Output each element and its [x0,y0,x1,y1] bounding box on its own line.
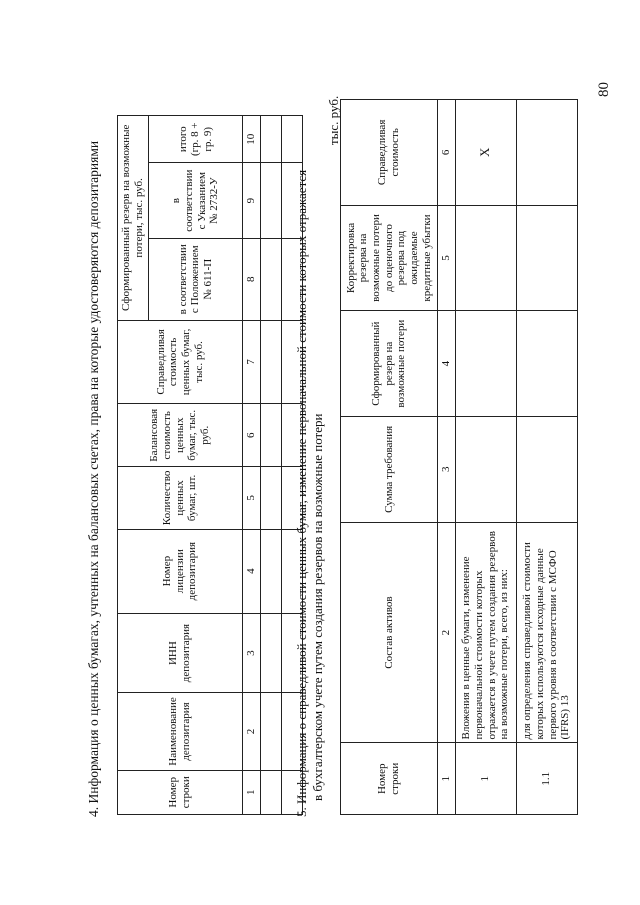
col-num: 9 [243,163,261,238]
col-num: 5 [243,467,261,529]
col-num: 3 [438,416,456,522]
header-row-num: Номер строки [118,770,243,814]
col-num: 7 [243,320,261,404]
col-num: 4 [243,529,261,613]
header-assets: Состав активов [341,522,438,743]
unit-label: тыс. руб. [326,95,341,145]
col-num: 6 [438,100,456,206]
section4-table [117,115,303,815]
col-num: 2 [438,522,456,743]
row-mark [516,100,577,206]
row-number: 1 [455,743,516,815]
header-reserve-2732: в соответствии с Указанием № 2732-У [149,163,243,238]
header-depositary-name: Наименование депозитария [118,693,243,770]
column-numbers-row [438,100,456,815]
header-license: Номер лицензии депозитария [118,529,243,613]
col-num: 4 [438,311,456,417]
col-num: 5 [438,205,456,311]
row-mark: X [455,100,516,206]
col-num: 1 [243,770,261,814]
header-row-num: Номер строки [341,743,438,815]
col-num: 6 [243,404,261,467]
table-row [516,100,577,815]
section5-table [340,99,578,815]
table-row [260,116,281,815]
row-number: 1.1 [516,743,577,815]
header-reserve-total: итого (гр. 8 + гр. 9) [149,116,243,163]
page-number: 80 [596,82,612,97]
header-fair-value: Справедливая стоимость ценных бумаг, тыс. руб. [118,320,243,404]
header-adjustment: Корректировка резерва на возможные потери до оценочного резерва под ожидаемые кредитные убытки [341,205,438,311]
header-reserve: Сформированный резерв на возможные потери [341,311,438,417]
header-claim-sum: Сумма требования [341,416,438,522]
header-fair-value: Справедливая стоимость [341,100,438,206]
header-inn: ИНН депозитария [118,613,243,693]
row-text: Вложения в ценные бумаги, изменение первоначальной стоимости которых отражается в учете путем создания резервов на возможные потери, всего, из них: [455,522,516,743]
section5-title-line2: в бухгалтерском учете путем создания резервов на возможные потери [310,413,325,801]
col-num: 3 [243,613,261,693]
col-num: 1 [438,743,456,815]
col-num: 8 [243,238,261,320]
row-text: для определения справедливой стоимости которых используются исходные данные первого уровня в соответствии с МСФО (IFRS) 13 [516,522,577,743]
section5-title-line1: 5. Информация о справедливой стоимости ценных бумаг, изменение первоначальной стоимости которых отражается [294,169,309,817]
header-reserve-group: Сформированный резерв на возможные потери, тыс. руб. [118,116,149,321]
section4-title: 4. Информация о ценных бумагах, учтенных на балансовых счетах, права на которые удостоверяются депозитариями [86,140,101,817]
col-num: 2 [243,693,261,770]
column-numbers-row [243,116,261,815]
header-quantity: Количество ценных бумаг, шт. [118,467,243,529]
header-book-value: Балансовая стоимость ценных бумаг, тыс. руб. [118,404,243,467]
table-row [455,100,516,815]
col-num: 10 [243,116,261,163]
header-reserve-611: в соответствии с Положением № 611-П [149,238,243,320]
